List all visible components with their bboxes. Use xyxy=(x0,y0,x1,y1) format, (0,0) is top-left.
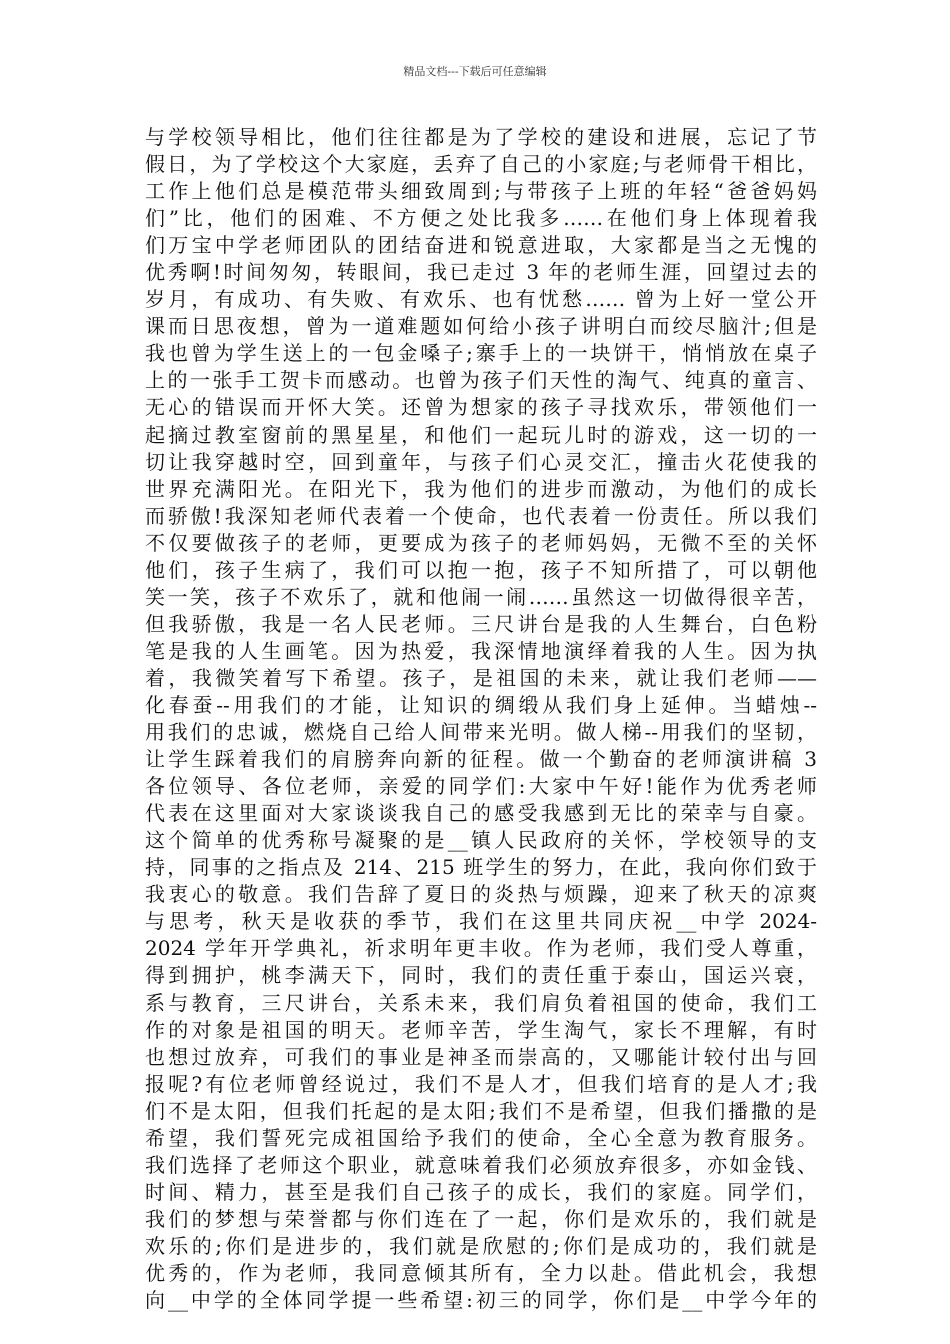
text-line: 不仅要做孩子的老师，更要成为孩子的老师妈妈，无微不至的关怀 xyxy=(145,530,817,555)
text-line: 优秀啊!时间匆匆，转眼间，我已走过 3 年的老师生涯，回望过去的 xyxy=(145,260,817,285)
text-line: 系与教育，三尺讲台，关系未来，我们肩负着祖国的使命，我们工 xyxy=(145,990,817,1015)
text-line: 无心的错误而开怀大笑。还曾为想家的孩子寻找欢乐，带领他们一 xyxy=(145,395,817,420)
page-header: 精品文档---下载后可任意编辑 xyxy=(403,65,547,78)
text-line: 笑一笑，孩子不欢乐了，就和他闹一闹……虽然这一切做得很辛苦， xyxy=(145,584,817,609)
text-line: 工作上他们总是模范带头细致周到;与带孩子上班的年轻“爸爸妈妈 xyxy=(145,179,817,204)
text-line: 我们选择了老师这个职业，就意味着我们必须放弃很多，亦如金钱、 xyxy=(145,1152,817,1177)
text-line: 起摘过教室窗前的黑星星，和他们一起玩儿时的游戏，这一切的一 xyxy=(145,422,817,447)
text-line: 作的对象是祖国的明天。老师辛苦，学生淘气，家长不理解，有时 xyxy=(145,1017,817,1042)
text-line: 岁月，有成功、有失败、有欢乐、也有忧愁…… 曾为上好一堂公开 xyxy=(145,287,817,312)
text-line: 他们，孩子生病了，我们可以抱一抱，孩子不知所措了，可以朝他 xyxy=(145,557,817,582)
text-line: 得到拥护，桃李满天下，同时，我们的责任重于泰山，国运兴衰， xyxy=(145,963,817,988)
text-line: 代表在这里面对大家谈谈我自己的感受我感到无比的荣幸与自豪。 xyxy=(145,801,817,826)
text-line: 报呢?有位老师曾经说过，我们不是人才，但我们培育的是人才;我 xyxy=(145,1071,817,1096)
text-line: 与学校领导相比，他们往往都是为了学校的建设和进展，忘记了节 xyxy=(145,125,817,149)
text-line: 各位领导、各位老师，亲爱的同学们:大家中午好!能作为优秀老师 xyxy=(145,774,817,799)
text-line: 优秀的，作为老师，我同意倾其所有，全力以赴。借此机会，我想 xyxy=(145,1260,817,1285)
text-line: 也想过放弃，可我们的事业是神圣而崇高的，又哪能计较付出与回 xyxy=(145,1044,817,1069)
text-line: 用我们的忠诚，燃烧自己给人间带来光明。做人梯--用我们的坚韧， xyxy=(145,720,817,745)
text-line: 们万宝中学老师团队的团结奋进和锐意进取，大家都是当之无愧的 xyxy=(145,233,817,258)
text-line: 时间、精力，甚至是我们自己孩子的成长，我们的家庭。同学们， xyxy=(145,1179,817,1204)
text-line: 着，我微笑着写下希望。孩子，是祖国的未来，就让我们老师—— xyxy=(145,665,817,690)
text-line: 而骄傲!我深知老师代表着一个使命，也代表着一份责任。所以我们 xyxy=(145,503,817,528)
text-line: 我们的梦想与荣誉都与你们连在了一起，你们是欢乐的，我们就是 xyxy=(145,1206,817,1231)
text-line: 向__中学的全体同学提一些希望:初三的同学，你们是__中学今年的 xyxy=(145,1288,817,1313)
text-line: 笔是我的人生画笔。因为热爱，我深情地演绎着我的人生。因为执 xyxy=(145,638,817,663)
text-line: 切让我穿越时空，回到童年，与孩子们心灵交汇，撞击火花使我的 xyxy=(145,449,817,474)
text-line: 让学生踩着我们的肩膀奔向新的征程。做一个勤奋的老师演讲稿 3 xyxy=(145,747,817,772)
text-line: 2024 学年开学典礼，祈求明年更丰收。作为老师，我们受人尊重， xyxy=(145,936,817,961)
text-line: 这个简单的优秀称号凝聚的是__镇人民政府的关怀，学校领导的支 xyxy=(145,828,817,853)
text-line: 持，同事的之指点及 214、215 班学生的努力，在此，我向你们致于 xyxy=(145,855,817,880)
text-line: 上的一张手工贺卡而感动。也曾为孩子们天性的淘气、纯真的童言、 xyxy=(145,368,817,393)
text-line: 假日，为了学校这个大家庭，丢弃了自己的小家庭;与老师骨干相比， xyxy=(145,152,817,177)
text-line: 们”比，他们的困难、不方便之处比我多……在他们身上体现着我 xyxy=(145,206,817,231)
text-line: 与思考，秋天是收获的季节，我们在这里共同庆祝__中学 2024- xyxy=(145,909,817,934)
text-line: 希望，我们誓死完成祖国给予我们的使命，全心全意为教育服务。 xyxy=(145,1125,817,1150)
text-line: 课而日思夜想，曾为一道难题如何给小孩子讲明白而绞尽脑汁;但是 xyxy=(145,314,817,339)
text-line: 但我骄傲，我是一名人民老师。三尺讲台是我的人生舞台，白色粉 xyxy=(145,611,817,636)
document-body xyxy=(145,124,817,1314)
text-line: 我衷心的敬意。我们告辞了夏日的炎热与烦躁，迎来了秋天的凉爽 xyxy=(145,882,817,907)
text-line: 我也曾为学生送上的一包金嗓子;寨手上的一块饼干，悄悄放在桌子 xyxy=(145,341,817,366)
text-line: 化春蚕--用我们的才能，让知识的绸缎从我们身上延伸。当蜡烛-- xyxy=(145,692,817,717)
text-line: 世界充满阳光。在阳光下，我为他们的进步而激动，为他们的成长 xyxy=(145,476,817,501)
text-line: 们不是太阳，但我们托起的是太阳;我们不是希望，但我们播撒的是 xyxy=(145,1098,817,1123)
text-line: 欢乐的;你们是进步的，我们就是欣慰的;你们是成功的，我们就是 xyxy=(145,1233,817,1258)
